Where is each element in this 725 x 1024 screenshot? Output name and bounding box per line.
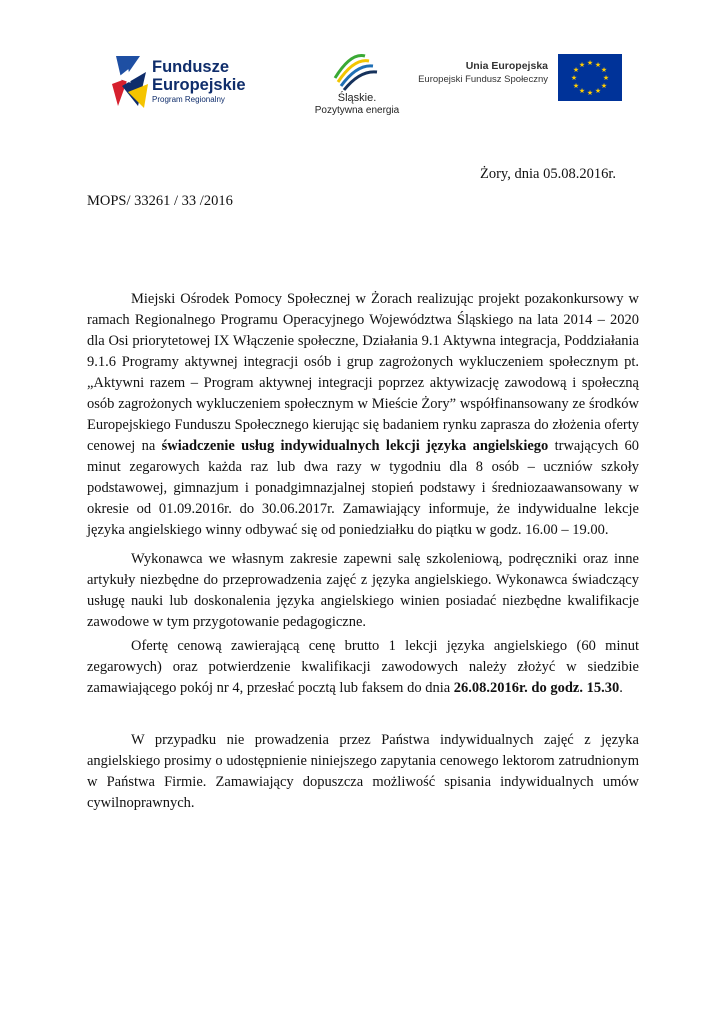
svg-text:★: ★ [594, 61, 602, 69]
paragraph-1-text-b: trwających 60 minut zegarowych każda raz lub dwa razy w tygodniu dla 8 osób – uczniów szkoły podstawowej, gimnazjum i ponadgimnazjalnej stopień podstawy i średniozaawansowany w okresie od 01.09.2016r. do 30.06.2017r. Zamawiający informuje, że indywidualne lekcje języka angielskiego winny odbywać się od poniedziałku do piątku w godz. 16.00 – 19.00. [87, 438, 639, 538]
svg-text:★: ★ [600, 66, 608, 74]
svg-text:★: ★ [572, 66, 580, 74]
svg-text:★: ★ [572, 82, 580, 90]
paragraph-3-text-a: Ofertę cenową zawierającą cenę brutto 1 lekcji języka angielskiego (60 minut zegarowych) oraz potwierdzenie kwalifikacji zawodowych należy złożyć w siedzibie zamawiającego pokój nr 4, przesłać pocztą lub faksem do dnia [87, 638, 639, 696]
unia-europejska-logo [418, 54, 628, 104]
logo-bar [0, 0, 725, 130]
paragraph-1 [87, 289, 639, 541]
paragraph-1-text-a: Miejski Ośrodek Pomocy Społecznej w Żorach realizując projekt pozakonkursowy w ramach Regionalnego Programu Operacyjnego Województwa Śląskiego na lata 2014 – 2020 dla Osi priorytetowej IX Włączenie społeczne, Działania 9.1 Aktywna integracja, Poddziałania 9.1.6 Programy aktywnej integracji osób i grup zagrożonych wykluczeniem społecznym pt. „Aktywni razem – Program aktywnej integracji poprzez aktywizację zawodową i społeczną osób zagrożonych wykluczeniem społecznym w Mieście Żory” współfinansowany ze środków Europejskiego Funduszu Społecznego kierując się badaniem rynku zaprasza do złożenia oferty cenowej na [87, 291, 639, 454]
slaskie-line2: Pozytywna energia [314, 105, 400, 116]
svg-text:★: ★ [600, 82, 608, 90]
svg-text:★: ★ [570, 74, 578, 82]
fe-logo-line3: Program Regionalny [152, 95, 225, 104]
fundusze-europejskie-logo [108, 52, 248, 112]
fundusze-europejskie-mark-icon [108, 52, 150, 110]
svg-text:★: ★ [578, 61, 586, 69]
letter-date: Żory, dnia 05.08.2016r. [480, 166, 616, 182]
slaskie-wave-icon [329, 50, 379, 92]
reference-number: MOPS/ 33261 / 33 /2016 [87, 193, 233, 209]
ue-logo-line1: Unia Europejska [465, 60, 548, 72]
paragraph-4: W przypadku nie prowadzenia przez Państwa indywidualnych zajęć z języka angielskiego prosimy o udostępnienie niniejszego zapytania cenowego lektorom zatrudnionym w Państwa Firmie. Zamawiający dopuszcza możliwość spisania indywidualnych umów cywilnoprawnych. [87, 732, 639, 811]
paragraph-3 [87, 636, 639, 699]
paragraph-2: Wykonawca we własnym zakresie zapewni salę szkoleniową, podręczniki oraz inne artykuły niezbędne do przeprowadzenia zajęć z języka angielskiego. Wykonawca świadczący usługę nauki lub doskonalenia języka angielskiego winien posiadać niezbędne kwalifikacje zawodowe w tym przygotowanie pedagogiczne. [87, 551, 639, 630]
svg-text:★: ★ [586, 59, 594, 67]
fe-logo-line2: Europejskie [152, 76, 246, 94]
slaskie-line1: Śląskie. [337, 92, 377, 104]
svg-text:★: ★ [578, 87, 586, 95]
svg-text:★: ★ [586, 89, 594, 97]
paragraph-1-bold: świadczenie usług indywidualnych lekcji języka angielskiego [161, 438, 549, 454]
svg-text:★: ★ [594, 87, 602, 95]
slaskie-logo [304, 50, 414, 120]
paragraph-3-deadline: 26.08.2016r. do godz. 15.30 [453, 680, 620, 696]
svg-text:★: ★ [602, 74, 610, 82]
paragraph-3-text-b: . [619, 680, 623, 696]
ue-logo-line2: Europejski Fundusz Społeczny [418, 74, 548, 85]
fe-logo-line1: Fundusze [152, 58, 229, 76]
eu-flag-icon [558, 54, 622, 101]
